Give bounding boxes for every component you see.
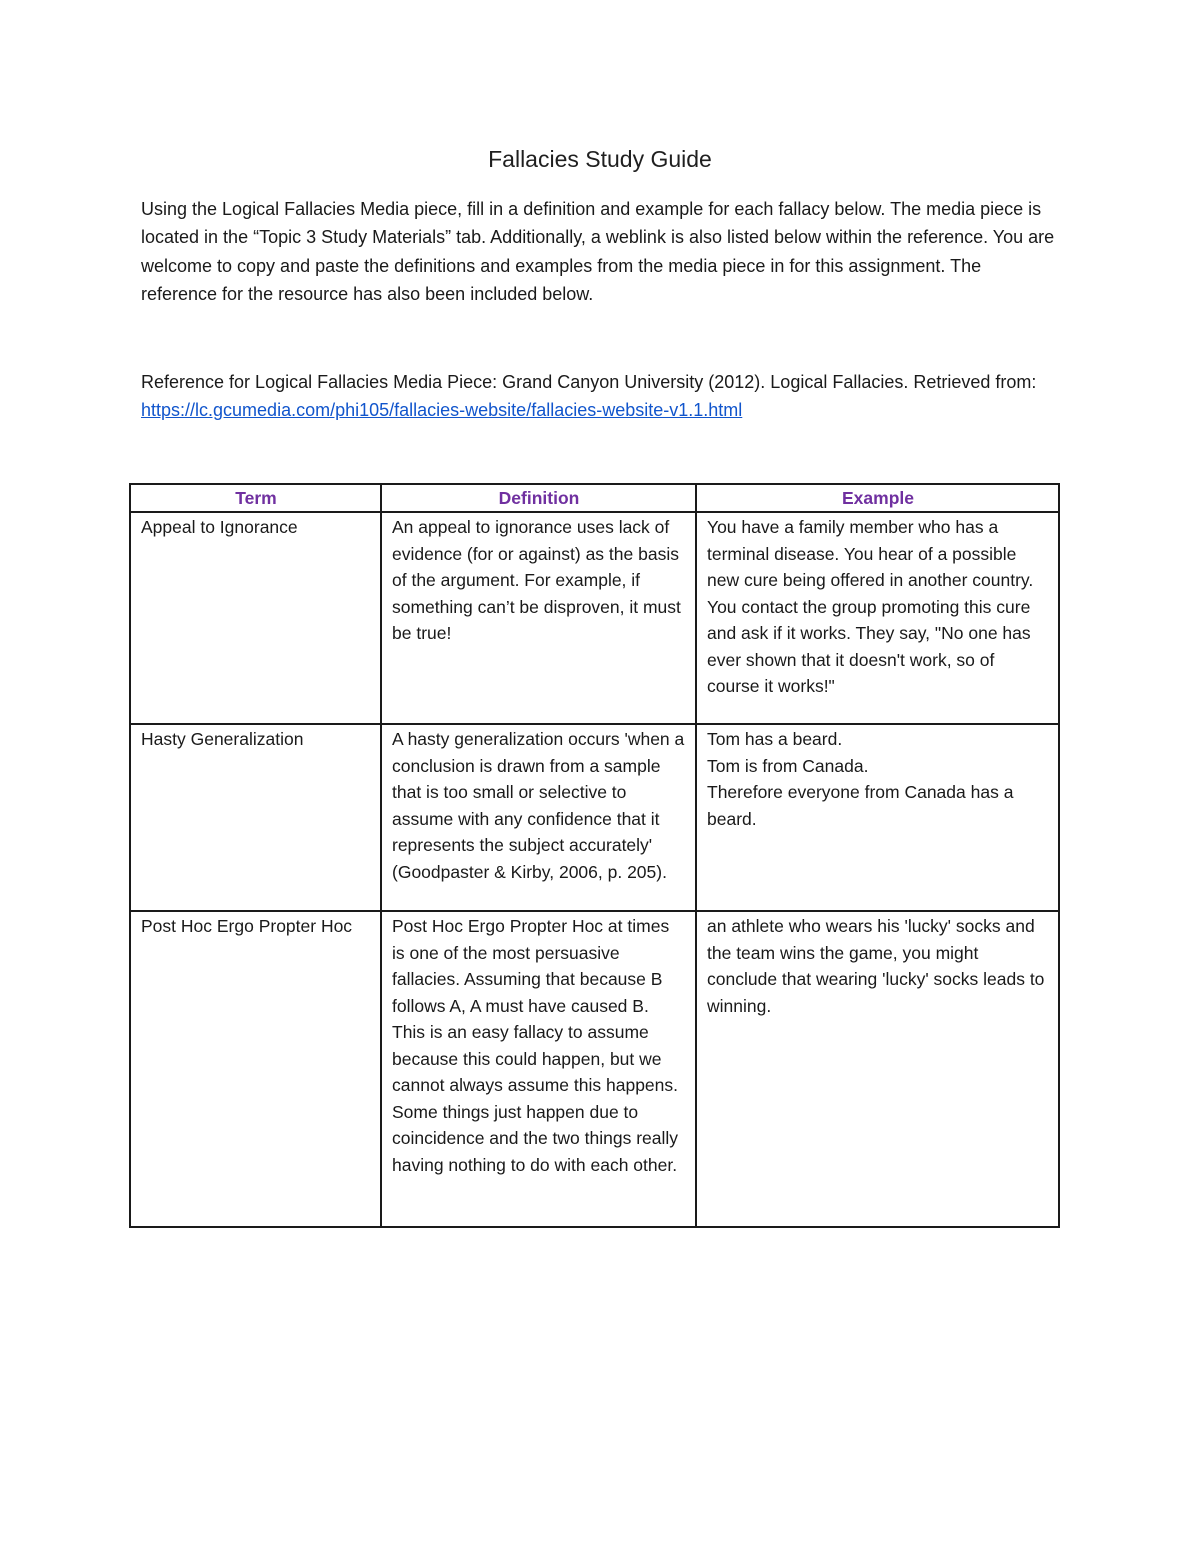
- term-cell: Post Hoc Ergo Propter Hoc: [130, 911, 381, 1227]
- page-title: Fallacies Study Guide: [488, 146, 712, 172]
- example-cell: an athlete who wears his 'lucky' socks and the team wins the game, you might conclude that wearing 'lucky' socks leads to winning.: [696, 911, 1059, 1227]
- reference-text: Reference for Logical Fallacies Media Piece: Grand Canyon University (2012). Logical Fallacies. Retrieved from:: [141, 372, 1037, 392]
- example-cell: [696, 724, 1059, 911]
- example-cell: You have a family member who has a terminal disease. You hear of a possible new cure being offered in another country. You contact the group promoting this cure and ask if it works. They say, "No one has ever shown that it doesn't work, so of course it works!": [696, 512, 1059, 724]
- example-line: Tom has a beard.: [707, 729, 843, 749]
- header-term: Term: [130, 484, 381, 512]
- header-definition: Definition: [381, 484, 696, 512]
- fallacies-table: [129, 483, 1060, 1228]
- table-row: [130, 911, 1059, 1227]
- definition-cell: Post Hoc Ergo Propter Hoc at times is one of the most persuasive fallacies. Assuming that because B follows A, A must have caused B. This is an easy fallacy to assume because this could happen, but we cannot always assume this happens. Some things just happen due to coincidence and the two things really having nothing to do with each other.: [381, 911, 696, 1227]
- term-cell: Appeal to Ignorance: [130, 512, 381, 724]
- table-row: [130, 724, 1059, 911]
- definition-cell: A hasty generalization occurs 'when a conclusion is drawn from a sample that is too small or selective to assume with any confidence that it represents the subject accurately' (Goodpaster & Kirby, 2006, p. 205).: [381, 724, 696, 911]
- example-line: Therefore everyone from Canada has a beard.: [707, 782, 1014, 829]
- example-line: Tom is from Canada.: [707, 755, 869, 776]
- table-row: [130, 512, 1059, 724]
- header-example: Example: [696, 484, 1059, 512]
- term-cell: Hasty Generalization: [130, 724, 381, 911]
- definition-cell: An appeal to ignorance uses lack of evidence (for or against) as the basis of the argument. For example, if something can’t be disproven, it must be true!: [381, 512, 696, 724]
- table-header-row: [130, 484, 1059, 512]
- reference-paragraph: [141, 368, 1061, 425]
- instructions-paragraph: Using the Logical Fallacies Media piece, fill in a definition and example for each fallacy below. The media piece is located in the “Topic 3 Study Materials” tab. Additionally, a weblink is also listed below within the reference. You are welcome to copy and paste the definitions and examples from the media piece in for this assignment. The reference for the resource has also been included below.: [141, 199, 1055, 304]
- reference-weblink[interactable]: https://lc.gcumedia.com/phi105/fallacies-website/fallacies-website-v1.1.html: [141, 400, 743, 421]
